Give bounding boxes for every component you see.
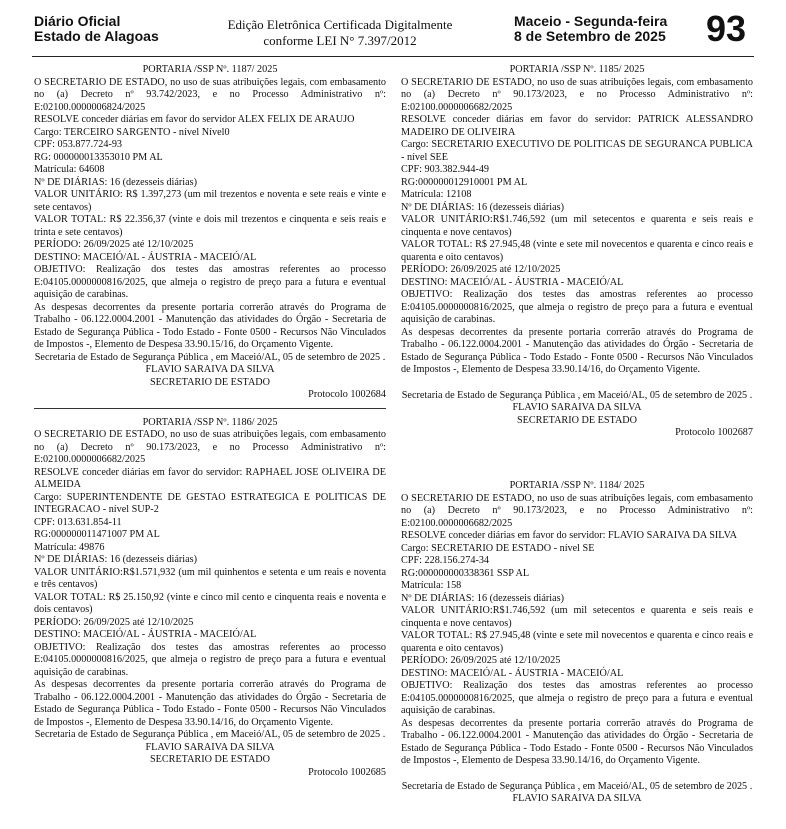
- portaria-title: PORTARIA /SSP Nº. 1187/ 2025: [142, 64, 278, 75]
- portaria-signatario: FLAVIO SARAIVA DA SILVA: [145, 364, 275, 375]
- portaria-cpf: CPF: 903.382.944-49: [401, 164, 490, 175]
- publication-name: [34, 14, 159, 44]
- portaria-despesas: As despesas decorrentes da presente portaria correrão através do Programa de Trabalho - 06.122.0004.2001 - Manutenção das atividades do Órgão - Secretaria de Estado de Segurança Pública - Todo Estado - Fonte 0500 - Recursos Não Vinculados de Impostos -, Elemento de Despesa 33.90.14/16, do Orçamento Vigente.: [401, 326, 753, 375]
- portaria-periodo: PERÍODO: 26/09/2025 até 12/10/2025: [401, 655, 561, 666]
- portaria-objetivo: OBJETIVO: Realização dos testes das amostras referentes ao processo E:04105.0000000816/2025, que almeja o registro de preço para a futura e eventual aquisição de carabinas.: [401, 680, 753, 716]
- left-column: [34, 64, 386, 779]
- portaria-rg: RG: 000000013353010 PM AL: [34, 151, 163, 163]
- portaria-num-diarias: Nº DE DIÁRIAS: 16 (dezesseis diárias): [34, 554, 198, 565]
- issue-date: [514, 14, 667, 44]
- portaria-cargo: Cargo: SECRETARIO EXECUTIVO DE POLITICAS DE SEGURANCA PUBLICA - nível SEE: [401, 139, 753, 163]
- portaria-intro: O SECRETARIO DE ESTADO, no uso de suas atribuições legais, com embasamento no (a) Decreto nº 90.173/2023, e no Processo Administrativo nº: E:02100.0000006682/2025: [401, 76, 753, 113]
- header-divider: [32, 56, 754, 57]
- portaria-local-data: Secretaria de Estado de Segurança Pública , em Maceió/AL, 05 de setembro de 2025 .: [34, 729, 386, 740]
- page-header: [0, 0, 786, 58]
- portaria-rg: RG:000000011471007 PM AL: [34, 529, 160, 540]
- portaria-objetivo: OBJETIVO: Realização dos testes das amostras referentes ao processo E:04105.0000000816/2025, que almeja o registro de preço para a futura e eventual aquisição de carabinas.: [34, 264, 386, 300]
- portaria-intro: O SECRETARIO DE ESTADO, no uso de suas atribuições legais, com embasamento no (a) Decreto nº 90.173/2023, e no Processo Administrativo nº: E:02100.0000006682/2025: [401, 492, 753, 529]
- portaria-cargo-signatario: SECRETARIO DE ESTADO: [149, 376, 271, 388]
- portaria-valor-unitario: VALOR UNITÁRIO:R$1.746,592 (um mil setecentos e quarenta e seis reais e cinquenta e nove centavos): [401, 605, 753, 629]
- portaria-matricula: Matrícula: 64608: [34, 164, 105, 175]
- portaria-protocolo: Protocolo 1002687: [675, 427, 753, 438]
- right-column: [401, 64, 753, 440]
- portaria-1184: [401, 480, 753, 806]
- portaria-signatario: FLAVIO SARAIVA DA SILVA: [512, 793, 642, 804]
- edition-notice: [205, 17, 475, 49]
- portaria-resolve: RESOLVE conceder diárias em favor do servidor: PATRICK ALESSANDRO MADEIRO DE OLIVEIRA: [401, 114, 753, 138]
- portaria-1186: [34, 417, 386, 780]
- portaria-1187: [34, 64, 386, 402]
- right-column-lower: [401, 480, 753, 806]
- portaria-matricula: Matrícula: 158: [401, 580, 462, 591]
- portaria-matricula: Matrícula: 49876: [34, 541, 105, 553]
- portaria-resolve: RESOLVE conceder diárias em favor do servidor: FLAVIO SARAIVA DA SILVA: [401, 530, 737, 541]
- portaria-local-data: Secretaria de Estado de Segurança Pública , em Maceió/AL, 05 de setembro de 2025 .: [401, 780, 753, 792]
- page-number: 93: [706, 8, 747, 49]
- date-line-2: 8 de Setembro de 2025: [514, 28, 666, 44]
- portaria-resolve: RESOLVE conceder diárias em favor do servidor: RAPHAEL JOSE OLIVEIRA DE ALMEIDA: [34, 466, 386, 490]
- publication-line-2: Estado de Alagoas: [34, 28, 159, 44]
- portaria-signatario: FLAVIO SARAIVA DA SILVA: [145, 741, 275, 753]
- portaria-num-diarias: Nº DE DIÁRIAS: 16 (dezesseis diárias): [401, 201, 565, 213]
- portaria-1185: [401, 64, 753, 440]
- portaria-local-data: Secretaria de Estado de Segurança Pública , em Maceió/AL, 05 de setembro de 2025 .: [401, 389, 753, 401]
- portaria-signatario: FLAVIO SARAIVA DA SILVA: [512, 402, 642, 413]
- portaria-periodo: PERÍODO: 26/09/2025 até 12/10/2025: [34, 616, 194, 628]
- portaria-num-diarias: Nº DE DIÁRIAS: 16 (dezesseis diárias): [401, 592, 565, 604]
- portaria-cpf: CPF: 053.877.724-93: [34, 139, 123, 150]
- portaria-periodo: PERÍODO: 26/09/2025 até 12/10/2025: [34, 239, 194, 250]
- portaria-destino: DESTINO: MACEIÓ/AL - ÁUSTRIA - MACEIÓ/AL: [34, 629, 257, 640]
- portaria-despesas: As despesas decorrentes da presente portaria correrão através do Programa de Trabalho - 06.122.0004.2001 - Manutenção das atividades do Órgão - Secretaria de Estado de Segurança Pública - Todo Estado - Fonte 0500 - Recursos Não Vinculados de Impostos -, Elemento de Despesa 33.90.15/16, do Orçamento Vigente.: [34, 301, 386, 350]
- portaria-rg: RG:000000012910001 PM AL: [401, 176, 528, 188]
- portaria-destino: DESTINO: MACEIÓ/AL - ÁUSTRIA - MACEIÓ/AL: [401, 667, 624, 679]
- portaria-cpf: CPF: 013.631.854-11: [34, 516, 122, 528]
- portaria-despesas: As despesas decorrentes da presente portaria correrão através do Programa de Trabalho - 06.122.0004.2001 - Manutenção das atividades do Órgão - Secretaria de Estado de Segurança Pública - Todo Estado - Fonte 0500 - Recursos Não Vinculados de Impostos -, Elemento de Despesa 33.90.14/16, do Orçamento Vigente.: [34, 679, 386, 728]
- portaria-cargo-signatario: SECRETARIO DE ESTADO: [516, 414, 638, 426]
- publication-line-1: Diário Oficial: [34, 13, 121, 29]
- portaria-rg: RG:000000000338361 SSP AL: [401, 567, 530, 579]
- portaria-objetivo: OBJETIVO: Realização dos testes das amostras referentes ao processo E:04105.0000000816/2025, que almeja o registro de preço para a futura e eventual aquisição de carabinas.: [34, 641, 386, 678]
- portaria-title: PORTARIA /SSP Nº. 1185/ 2025: [509, 64, 645, 75]
- portaria-despesas: As despesas decorrentes da presente portaria correrão através do Programa de Trabalho - 06.122.0004.2001 - Manutenção das atividades do Órgão - Secretaria de Estado de Segurança Pública - Todo Estado - Fonte 0500 - Recursos Não Vinculados de Impostos -, Elemento de Despesa 33.90.14/16, do Orçamento Vigente.: [401, 717, 753, 766]
- portaria-cargo: Cargo: SUPERINTENDENTE DE GESTAO ESTRATEGICA E POLITICAS DE INTEGRACAO - nível SUP-2: [34, 491, 386, 515]
- portaria-matricula: Matrícula: 12108: [401, 189, 472, 200]
- spacer: [401, 768, 753, 781]
- edition-line-2: conforme LEI N° 7.397/2012: [263, 33, 417, 48]
- portaria-valor-unitario: VALOR UNITÁRIO:R$1.746,592 (um mil setecentos e quarenta e seis reais e cinquenta e nove centavos): [401, 214, 753, 238]
- portaria-num-diarias: Nº DE DIÁRIAS: 16 (dezesseis diárias): [34, 176, 198, 188]
- portaria-intro: O SECRETARIO DE ESTADO, no uso de suas atribuições legais, com embasamento no (a) Decreto nº 93.742/2023, e no Processo Administrativo nº: E:02100.0000006824/2025: [34, 76, 386, 113]
- portaria-cargo: Cargo: TERCEIRO SARGENTO - nível Nível0: [34, 126, 230, 138]
- portaria-valor-total: VALOR TOTAL: R$ 27.945,48 (vinte e sete mil novecentos e quarenta e cinco reais e quarenta e oito centavos): [401, 239, 753, 263]
- portaria-cpf: CPF: 228.156.274-34: [401, 555, 490, 566]
- spacer: [401, 377, 753, 390]
- portaria-valor-unitario: VALOR UNITÁRIO:R$1.571,932 (um mil quinhentos e setenta e um reais e noventa e três centavos): [34, 566, 386, 590]
- portaria-cargo-signatario: SECRETARIO DE ESTADO: [149, 754, 271, 765]
- portaria-destino: DESTINO: MACEIÓ/AL - ÁUSTRIA - MACEIÓ/AL: [401, 276, 624, 288]
- section-divider: [34, 408, 386, 409]
- edition-line-1: Edição Eletrônica Certificada Digitalmente: [227, 17, 453, 32]
- portaria-local-data: Secretaria de Estado de Segurança Pública , em Maceió/AL, 05 de setembro de 2025 .: [34, 351, 386, 363]
- portaria-intro: O SECRETARIO DE ESTADO, no uso de suas atribuições legais, com embasamento no (a) Decreto nº 90.173/2023, e no Processo Administrativo nº: E:02100.0000006682/2025: [34, 429, 386, 465]
- portaria-title: PORTARIA /SSP Nº. 1184/ 2025: [509, 480, 645, 491]
- portaria-protocolo: Protocolo 1002685: [308, 766, 386, 778]
- date-line-1: Maceio - Segunda-feira: [514, 13, 668, 29]
- portaria-valor-total: VALOR TOTAL: R$ 25.150,92 (vinte e cinco mil cento e cinquenta reais e noventa e dois centavos): [34, 591, 386, 615]
- portaria-title: PORTARIA /SSP Nº. 1186/ 2025: [142, 416, 278, 428]
- portaria-objetivo: OBJETIVO: Realização dos testes das amostras referentes ao processo E:04105.0000000816/2025, que almeja o registro de preço para a futura e eventual aquisição de carabinas.: [401, 289, 753, 325]
- portaria-protocolo: Protocolo 1002684: [308, 389, 386, 400]
- portaria-valor-total: VALOR TOTAL: R$ 22.356,37 (vinte e dois mil trezentos e cinquenta e seis reais e trinta e sete centavos): [34, 214, 386, 238]
- portaria-periodo: PERÍODO: 26/09/2025 até 12/10/2025: [401, 264, 561, 275]
- portaria-cargo: Cargo: SECRETARIO DE ESTADO - nível SE: [401, 542, 595, 554]
- portaria-valor-total: VALOR TOTAL: R$ 27.945,48 (vinte e sete mil novecentos e quarenta e cinco reais e quarenta e oito centavos): [401, 630, 753, 654]
- portaria-valor-unitario: VALOR UNITÁRIO: R$ 1.397,273 (um mil trezentos e noventa e sete reais e vinte e sete centavos): [34, 189, 386, 213]
- portaria-resolve: RESOLVE conceder diárias em favor do servidor ALEX FELIX DE ARAUJO: [34, 114, 355, 125]
- portaria-destino: DESTINO: MACEIÓ/AL - ÁUSTRIA - MACEIÓ/AL: [34, 251, 257, 263]
